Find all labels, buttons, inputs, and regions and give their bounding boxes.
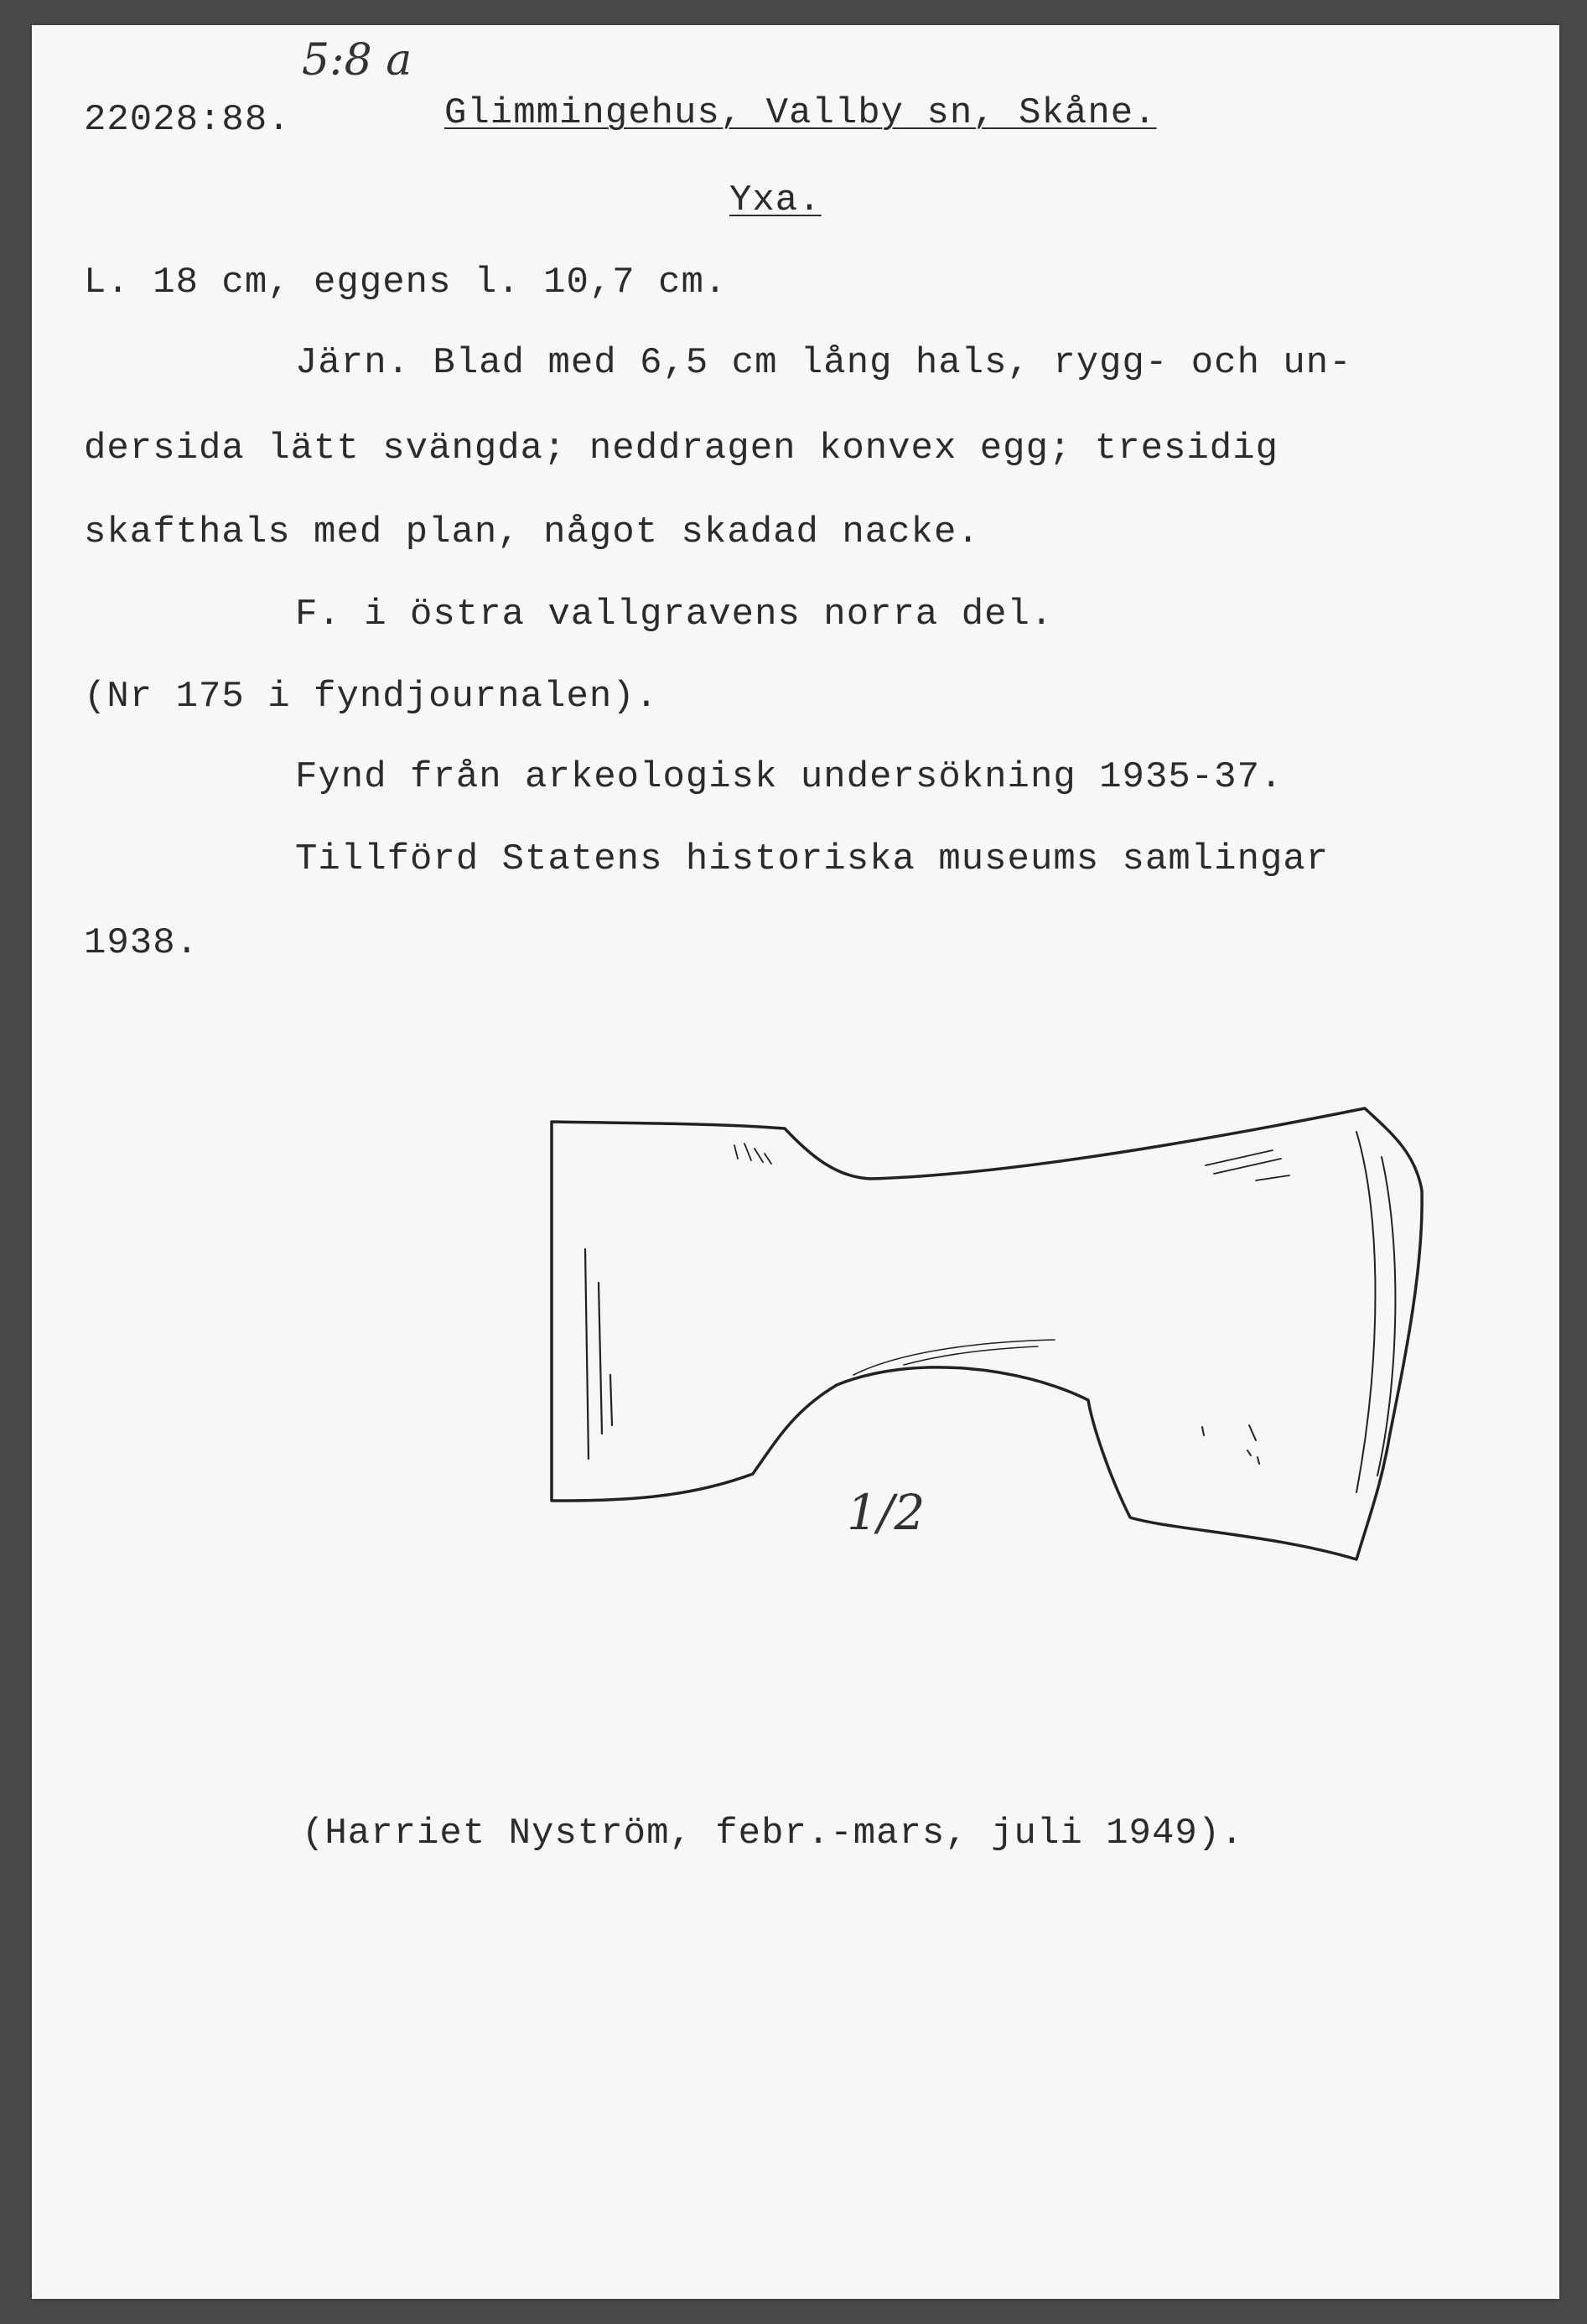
description-line-2: dersida lätt svängda; neddragen konvex egg; tresidig	[84, 428, 1279, 469]
shoulder-hatch	[734, 1144, 771, 1164]
description-line-1: Järn. Blad med 6,5 cm lång hals, rygg- och un-	[295, 342, 1352, 384]
catalog-number: 22028:88.	[84, 99, 291, 141]
neck-shading	[853, 1340, 1055, 1375]
scale-label: 1/2	[847, 1484, 926, 1541]
find-site-heading: Glimmingehus, Vallby sn, Skåne.	[444, 92, 1157, 134]
find-location-line-1: F. i östra vallgravens norra del.	[295, 594, 1054, 635]
axe-drawing	[518, 1082, 1491, 1601]
axe-outline	[552, 1108, 1422, 1559]
blade-marks	[1202, 1425, 1259, 1464]
author-and-date: (Harriet Nyström, febr.-mars, juli 1949).	[302, 1813, 1244, 1855]
catalog-card	[32, 25, 1559, 2299]
handwritten-reference: 5:8 a	[302, 35, 412, 86]
excavation-note: Fynd från arkeologisk undersökning 1935-37.	[295, 756, 1284, 798]
object-name: Yxa.	[729, 179, 822, 221]
description-line-3: skafthals med plan, något skadad nacke.	[84, 511, 980, 553]
measurements: L. 18 cm, eggens l. 10,7 cm.	[84, 262, 728, 303]
find-location-line-2: (Nr 175 i fyndjournalen).	[84, 676, 659, 718]
acquisition-line-2: 1938.	[84, 922, 200, 964]
butt-shading	[585, 1249, 612, 1459]
blade-top-shading	[1206, 1150, 1289, 1180]
acquisition-line-1: Tillförd Statens historiska museums samlingar	[295, 838, 1330, 880]
